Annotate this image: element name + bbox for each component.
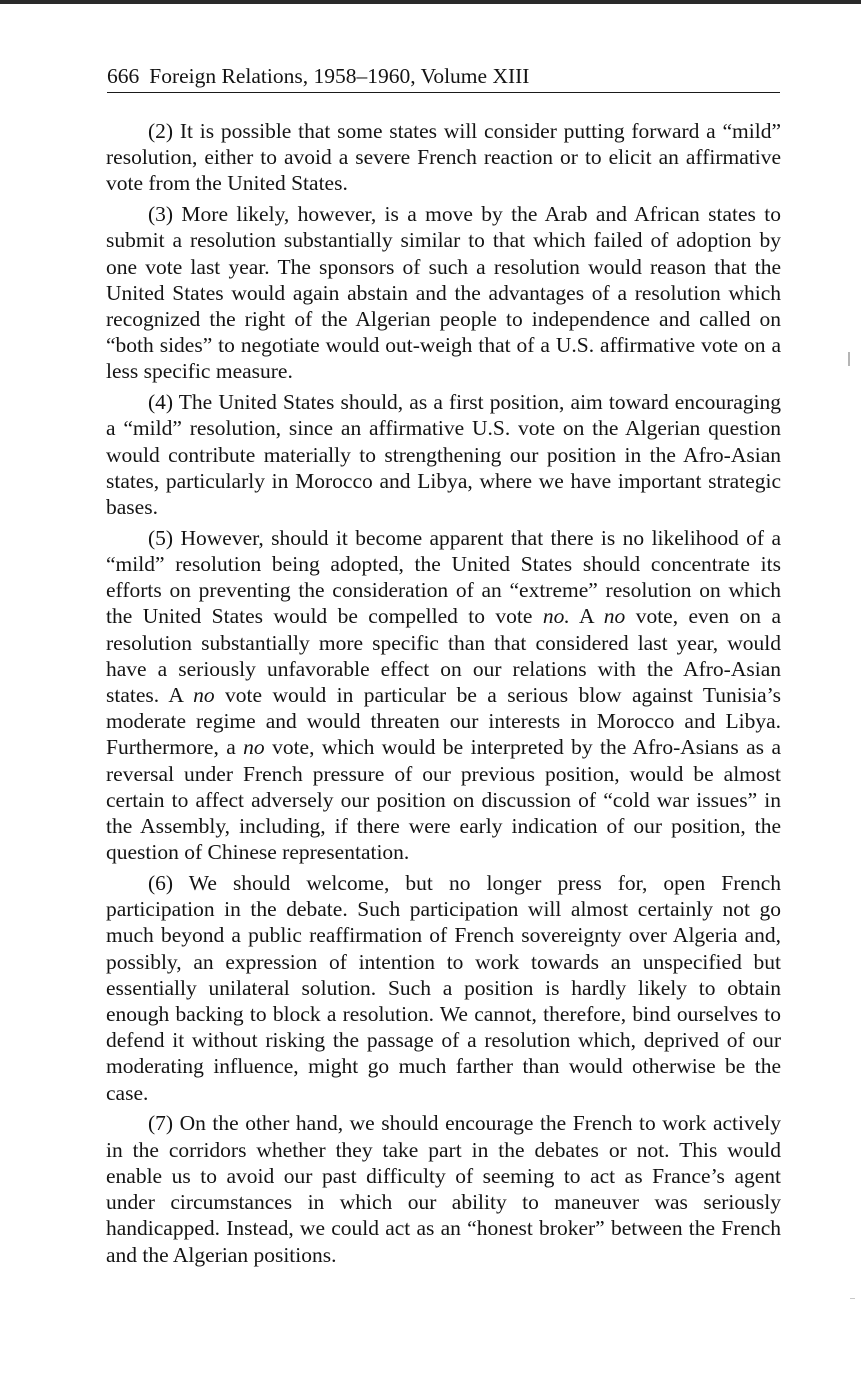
document-body (106, 118, 781, 1272)
paragraph-2 (106, 118, 781, 197)
emphasis-no: no (603, 604, 626, 629)
paragraph-text: (4) The United States should, as a first position, aim toward encouraging a “mild” resolution, since an affirmative U.S. vote on the Algerian question would contribute materially to strengthening our position in the Afro-Asian states, particularly in Morocco and Libya, where we have important strategic bases. (106, 390, 781, 520)
paragraph-5 (106, 525, 781, 866)
paragraph-text: (5) However, should it become apparent that there is no likelihood of a “mild” resolution being adopted, the United States should concentrate its efforts on preventing the consideration of an “extreme” resolution on which the United States would be compelled to vote (106, 525, 781, 629)
paragraph-4 (106, 389, 781, 520)
paragraph-3 (106, 201, 781, 384)
running-header (107, 62, 780, 93)
paragraph-text: (3) More likely, however, is a move by the Arab and African states to submit a resolution substantially similar to that which failed of adoption by one vote last year. The sponsors of such a resolution would reason that the United States would again abstain and the advantages of a resolution which recognized the right of the Algerian people to independence and called on “both sides” to negotiate would out-weigh that of a U.S. affirmative vote on a less specific measure. (106, 202, 781, 384)
paragraph-7 (106, 1110, 781, 1267)
paragraph-text: A (569, 604, 604, 629)
paragraph-text: (2) It is possible that some states will consider putting forward a “mild” resolution, either to avoid a severe French reaction or to elicit an affirmative vote from the United States. (106, 119, 781, 196)
margin-mark (850, 1298, 855, 1299)
margin-mark (848, 352, 850, 366)
paragraph-text: vote would in particular be a serious blow against Tunisia’s moderate regime and would threaten our interests in Morocco and Libya. Furthermore, a (106, 683, 782, 760)
paragraph-text: (7) On the other hand, we should encourage the French to work actively in the corridors whether they take part in the debates or not. This would enable us to avoid our past difficulty of seeming to act as France’s agent under circumstances in which our ability to maneuver was seriously handicapped. Instead, we could act as an “honest broker” between the French and the Algerian positions. (106, 1111, 781, 1267)
paragraph-text: vote, even on a resolution substantially more specific than that considered last year, would have a seriously unfavorable effect on our relations with the Afro-Asian states. A (106, 604, 781, 708)
running-title: Foreign Relations, 1958–1960, Volume XIII (149, 64, 530, 88)
paragraph-text: vote, which would be interpreted by the Afro-Asians as a reversal under French pressure of our previous position, would be almost certain to affect adversely our position on discussion of “cold war issues” in the Assembly, including, if there were early indication of our position, the question of Chinese representation. (106, 735, 781, 865)
paragraph-text: (6) We should welcome, but no longer press for, open French participation in the debate. Such participation will almost certainly not go much beyond a public reaffirmation of French sovereignty over Algeria and, possibly, an expression of intention to work towards an unspecified but essentially unilateral solution. Such a position is hardly likely to obtain enough backing to block a resolution. We cannot, therefore, bind ourselves to defend it without risking the passage of a resolution which, deprived of our moderating influence, might go much farther than would otherwise be the case. (106, 871, 781, 1105)
page-top-edge (0, 0, 861, 4)
page-number: 666 (107, 64, 140, 88)
emphasis-no: no. (542, 604, 570, 629)
emphasis-no: no (193, 683, 215, 708)
paragraph-6 (106, 870, 781, 1106)
emphasis-no: no (243, 735, 265, 760)
